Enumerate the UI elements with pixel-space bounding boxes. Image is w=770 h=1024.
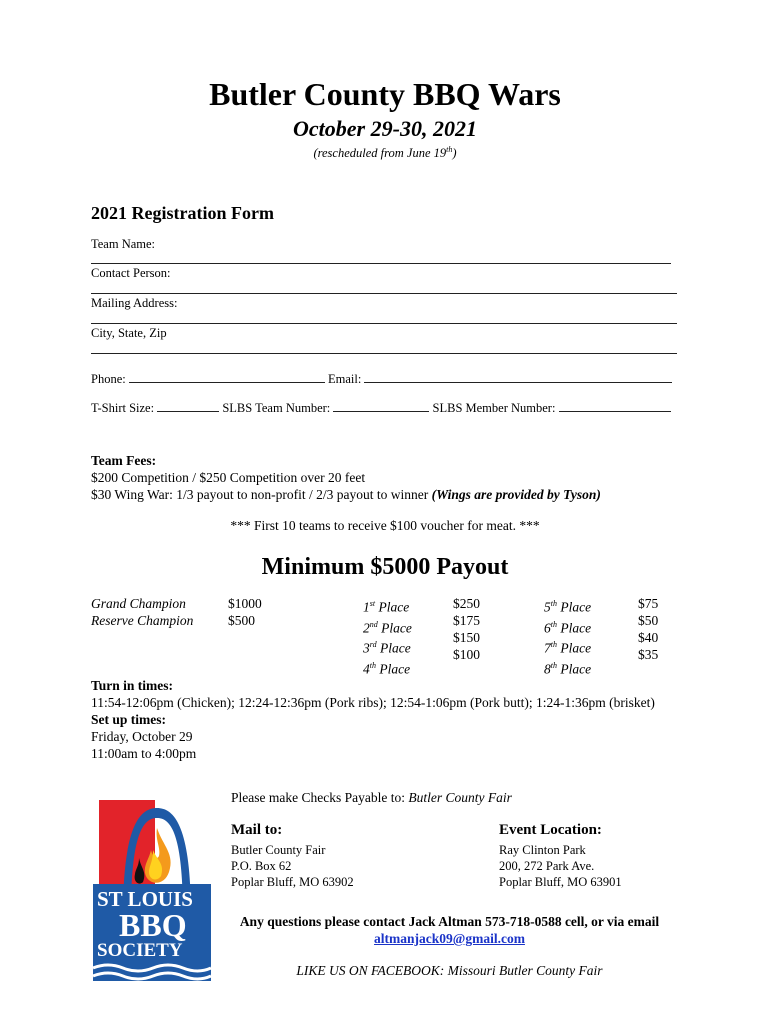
contact-person-line[interactable]: [91, 293, 677, 294]
event-dates: October 29-30, 2021: [293, 116, 477, 141]
tshirt-label: T-Shirt Size:: [91, 401, 155, 415]
tshirt-field[interactable]: [157, 400, 219, 412]
champion-places: [91, 595, 193, 629]
st-louis-bbq-society-logo: [93, 798, 211, 981]
wings-note: (Wings are provided by Tyson): [431, 487, 601, 502]
place-amount: $150: [453, 630, 480, 645]
city-state-zip-label: City, State, Zip: [91, 326, 167, 340]
place-label: 7th Place: [544, 640, 592, 656]
logo-graphic: [93, 798, 211, 981]
tshirt-numbers-row: [91, 400, 671, 416]
champion-amounts: [228, 595, 262, 629]
email-label: Email:: [327, 372, 362, 386]
places-mid: [363, 595, 412, 677]
phone-field[interactable]: [129, 371, 325, 383]
turn-in-heading: Turn in times:: [91, 678, 174, 693]
places-mid-amounts: [453, 595, 480, 663]
setup-day: Friday, October 29: [91, 729, 193, 744]
place-label: 5th Place: [544, 599, 592, 615]
payout-heading: Minimum $5000 Payout: [261, 554, 509, 580]
logo-text-line1: ST LOUIS: [97, 887, 193, 911]
setup-heading: Set up times:: [91, 712, 166, 727]
place-amount: $500: [228, 613, 255, 628]
mail-address-line: Poplar Bluff, MO 63902: [231, 875, 354, 889]
place-label: 4th Place: [363, 660, 411, 676]
place-amount: $40: [638, 630, 659, 645]
rescheduled-note: (rescheduled from June 19th): [313, 145, 457, 161]
team-fees-heading: Team Fees:: [91, 453, 157, 468]
questions-text: Any questions please contact Jack Altman 573-718-0588 cell, or via email: [239, 914, 660, 929]
contact-person-label: Contact Person:: [91, 266, 171, 280]
place-amount: $1000: [228, 596, 262, 611]
place-label: 3rd Place: [363, 640, 411, 656]
place-amount: $75: [638, 596, 659, 611]
place-amount: $100: [453, 647, 480, 662]
event-title: Butler County BBQ Wars: [209, 76, 561, 112]
place-label: Reserve Champion: [91, 613, 194, 628]
payee: Butler County Fair: [408, 790, 512, 805]
logo-text-line3: SOCIETY: [97, 940, 183, 961]
mailing-address-label: Mailing Address:: [91, 296, 178, 310]
team-number-label: SLBS Team Number:: [222, 401, 331, 415]
form-heading: 2021 Registration Form: [91, 203, 274, 223]
checks-payable: Please make Checks Payable to: Butler County Fair: [231, 790, 512, 805]
city-state-zip-line[interactable]: [91, 353, 677, 354]
member-number-field[interactable]: [559, 400, 671, 412]
place-amount: $35: [638, 647, 659, 662]
place-amount: $175: [453, 613, 480, 628]
event-address-line: Ray Clinton Park: [499, 843, 586, 857]
place-label: 8th Place: [544, 660, 592, 676]
facebook-note: LIKE US ON FACEBOOK: Missouri Butler County Fair: [296, 963, 603, 978]
mail-address-line: Butler County Fair: [231, 843, 326, 857]
place-amount: $50: [638, 613, 659, 628]
email-link[interactable]: altmanjack09@gmail.com: [374, 931, 525, 946]
member-number-label: SLBS Member Number:: [432, 401, 556, 415]
email-field[interactable]: [364, 371, 672, 383]
mailing-address-line[interactable]: [91, 323, 677, 324]
event-address-line: Poplar Bluff, MO 63901: [499, 875, 622, 889]
voucher-note: *** First 10 teams to receive $100 voucher for meat. ***: [230, 518, 540, 533]
team-fees: [91, 452, 601, 503]
event-location-heading: Event Location:: [499, 822, 602, 838]
fee-line-competition: $200 Competition / $250 Competition over 20 feet: [91, 470, 366, 485]
event-address-line: 200, 272 Park Ave.: [499, 859, 595, 873]
mail-to-section: [231, 822, 354, 890]
team-number-field[interactable]: [333, 400, 429, 412]
mail-to-heading: Mail to:: [231, 822, 283, 838]
places-right-amounts: [638, 595, 658, 663]
phone-email-row: [91, 371, 672, 387]
logo-text-line2: BBQ: [119, 907, 187, 943]
turn-in-times: 11:54-12:06pm (Chicken); 12:24-12:36pm (Pork ribs); 12:54-1:06pm (Pork butt); 1:24-1:36pm (brisket): [91, 695, 655, 710]
setup-hours: 11:00am to 4:00pm: [91, 746, 197, 761]
team-name-line[interactable]: [91, 263, 671, 264]
fee-line-wing-war: $30 Wing War: 1/3 payout to non-profit / 2/3 payout to winner (Wings are provided by Tyson): [91, 487, 601, 502]
place-label: 2nd Place: [363, 619, 412, 635]
place-amount: $250: [453, 596, 480, 611]
place-label: 6th Place: [544, 619, 592, 635]
mail-address-line: P.O. Box 62: [231, 859, 292, 873]
places-right: [544, 595, 591, 677]
times-section: [91, 677, 655, 762]
place-label: 1st Place: [363, 599, 410, 615]
phone-label: Phone:: [91, 372, 126, 386]
contact-info: [231, 913, 668, 947]
team-name-label: Team Name:: [91, 237, 156, 251]
place-label: Grand Champion: [91, 596, 186, 611]
event-location-section: [499, 822, 622, 890]
